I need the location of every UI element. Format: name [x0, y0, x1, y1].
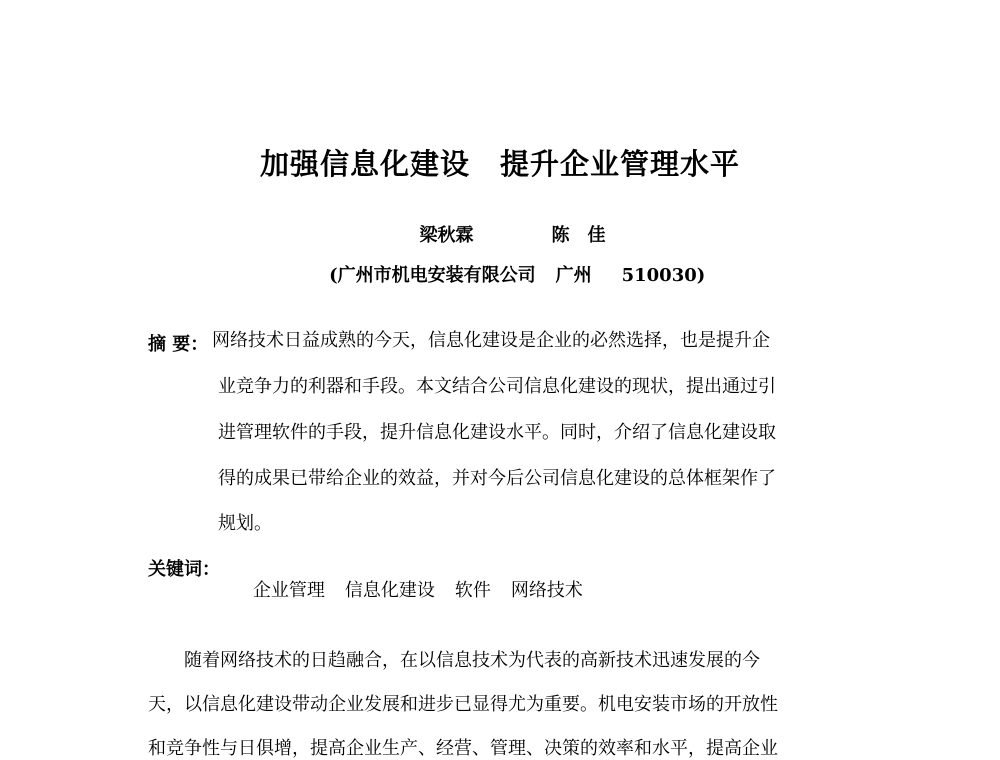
keywords-list	[230, 555, 603, 623]
body-paragraph-line: 天，以信息化建设带动企业发展和进步已显得尤为重要。机电安装市场的开放性	[148, 694, 778, 715]
body-paragraph-line: 和竞争性与日俱增，提高企业生产、经营、管理、决策的效率和水平，提高企业	[148, 738, 778, 759]
abstract-line: 业竞争力的利器和手段。本文结合公司信息化建设的现状，提出通过引	[218, 376, 776, 397]
abstract-line: 规划。	[218, 513, 272, 534]
abstract-line: 进管理软件的手段，提升信息化建设水平。同时，介绍了信息化建设取	[218, 422, 776, 443]
author-name: 梁秋霖	[419, 225, 474, 246]
body-paragraph-line: 随着网络技术的日趋融合，在以信息技术为代表的高新技术迅速发展的今	[184, 650, 760, 671]
affiliation-company: (广州市机电安装有限公司	[329, 265, 536, 286]
affiliation-line	[304, 240, 705, 308]
keywords-label: 关键词：	[148, 559, 220, 580]
abstract-label: 摘 要：	[148, 334, 209, 355]
keyword: 企业管理	[252, 580, 325, 601]
abstract-line: 得的成果已带给企业的效益，并对今后公司信息化建设的总体框架作了	[218, 468, 776, 489]
paper-title: 加强信息化建设 提升企业管理水平	[259, 147, 740, 181]
affiliation-postcode: 510030)	[621, 265, 706, 286]
author-name: 陈 佳	[551, 225, 606, 246]
abstract-line: 网络技术日益成熟的今天，信息化建设是企业的必然选择，也是提升企	[212, 330, 770, 351]
keyword: 信息化建设	[344, 580, 435, 601]
affiliation-city: 广州	[555, 265, 592, 286]
keyword: 网络技术	[510, 580, 583, 601]
keyword: 软件	[454, 580, 491, 601]
